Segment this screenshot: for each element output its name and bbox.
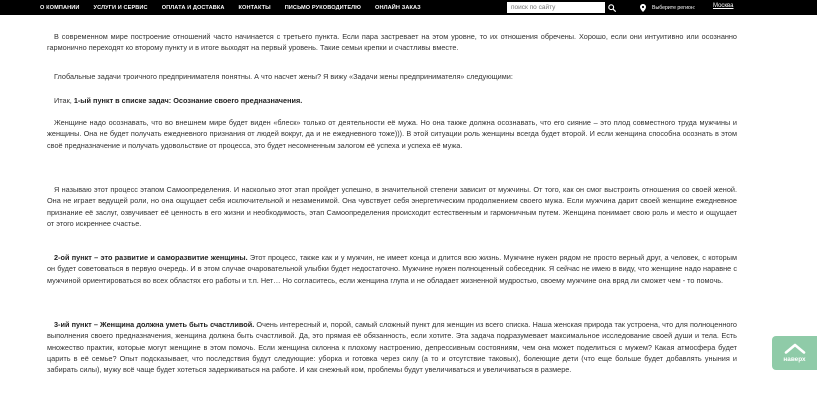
back-to-top-button[interactable] (772, 336, 817, 370)
main-nav (40, 0, 435, 15)
search-icon (608, 4, 616, 12)
nav-item-contacts[interactable]: КОНТАКТЫ (238, 4, 271, 11)
task-2-heading: 2-ой пункт – это развитие и саморазвитие женщины. (54, 253, 248, 262)
nav-item-about[interactable]: О КОМПАНИИ (40, 4, 80, 11)
region-selector (640, 0, 695, 15)
site-search (507, 2, 618, 13)
paragraph-prefix: Итак, (54, 96, 74, 105)
nav-item-payment-delivery[interactable]: ОПЛАТА И ДОСТАВКА (161, 4, 225, 11)
search-input[interactable] (507, 2, 605, 13)
nav-item-online-order[interactable]: ОНЛАЙН ЗАКАЗ (375, 4, 421, 11)
task-3-heading: 3-ий пункт – Женщина должна уметь быть счастливой. (54, 320, 255, 329)
article-paragraph: Я называю этот процесс этапом Самоопределения. И насколько этот этап пройдет успешно, в значительной степени зависит от мужчины. От того, как он смог выстроить отношения со своей женой. Она не играет ведущей роли, но она ощущает себя исключительной и незаменимой. Она чувствует себя энергетическим продолжением своего мужа. Если мужчина дарит своей женщине ежедневное признание её заслуг, озвучивает её ценность в его жизни и необходимость, этап Самоопределения происходит естественным и гармоничным путем. Женщина понимает свою роль и место и ощущает от этого искреннее счастье. (47, 185, 737, 228)
task-1-heading: 1-ый пункт в списке задач: Осознание своего предназначения. (73, 96, 303, 105)
location-pin-icon (640, 4, 646, 12)
task-3-text: Очень интересный и, порой, самый сложный пункт для женщин из всего списка. Наша женская природа так устроена, что для полноценного выполнения своего предназначения, женщина должна быть счастливой. Да, это прямая её обязанность, если хотите. Эта задача подразумевает максимальное исследование своей души и тела. Есть множество практик, которые могут женщине в этом помочь. Если женщина склонна к плохому настроению, депрессивным состояниям, чем она может поделиться с мужем? Какая атмосфера будет царить в её семье? Опыт подсказывает, что последствия будут следующие: уборка и готовка через силу (а то и отсутствие таковых), болеющие дети (что еще больше будет добавлять уныния и забирать силы), мужу всё чаще будет хотеться задерживаться на работе. И как снежный ком, проблемы будут увеличиваться и увеличиваться в размере. (47, 320, 737, 375)
task-2-text: Этот процесс, также как и у мужчин, не имеет конца и длится всю жизнь. Мужчине нужен рядом не просто верный друг, а человек, с которым он будет советоваться в первую очередь. И в этом случае очаровательной улыбки будет недостаточно. Мужчине нужен полноценный собеседник. Я сейчас не имею в виду, что женщине надо наравне с мужчиной ориентироваться во всех областях его работы и т.п. Нет… Но согласитесь, если женщина глупа и не обладает жизненной мудростью, своему мужчине она вряд ли сможет чем - то помочь. (47, 253, 738, 285)
nav-item-letter-to-director[interactable]: ПИСЬМО РУКОВОДИТЕЛЮ (284, 4, 362, 11)
article-paragraph-heading (47, 95, 737, 106)
search-button[interactable] (605, 2, 618, 13)
region-city-link[interactable]: Москва (713, 3, 734, 9)
back-to-top-label: наверх (783, 356, 806, 363)
article-paragraph (47, 252, 737, 286)
top-navigation-bar (0, 0, 817, 15)
chevron-up-icon (784, 343, 806, 354)
nav-item-services[interactable]: УСЛУГИ И СЕРВИС (93, 4, 148, 11)
article-paragraph (47, 319, 737, 375)
article-paragraph: В современном мире построение отношений часто начинается с третьего пункта. Если пара застревает на этом уровне, то их отношения обречены. Хорошо, если они интуитивно или осознанно гармонично переходят ко второму пункту и в итоге выходят на первый уровень. Такие семьи крепки и счастливы вместе. (47, 32, 737, 53)
article-paragraph: Глобальные задачи троичного предпринимателя понятны. А что насчет жены? Я вижу «Задачи жены предпринимателя» следующими: (54, 72, 513, 81)
region-label: Выберите регион: (652, 4, 696, 11)
article-paragraph: Женщине надо осознавать, что во внешнем мире будет виден «блеск» только от деятельности её мужа. Но она также должна осознавать, что его сияние – это плод совместного труда мужчины и женщины. Она не будет получать ежедневного признания от людей вокруг, да и не ежедневного тоже))). В этой ситуации роль женщины всегда будет второй. И если женщина способна осознать в этом своё предназначение и получать удовольствие от процесса, это будет несомненным залогом её успеха и успеха её мужа. (47, 118, 737, 150)
